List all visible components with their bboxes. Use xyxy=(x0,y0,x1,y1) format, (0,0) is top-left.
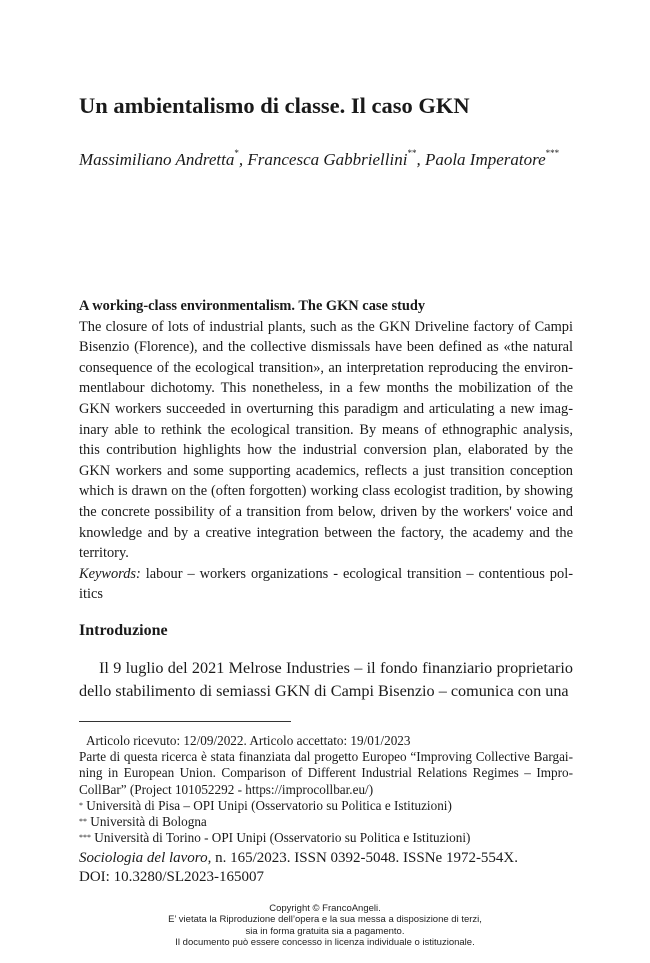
journal-doi: DOI: 10.3280/SL2023-165007 xyxy=(79,868,264,885)
footnote-affiliation xyxy=(79,830,573,846)
author-footnote-mark: ** xyxy=(407,148,417,158)
footnote-funding: Parte di questa ricerca è stata finanziata dal progetto Europeo “Improving Collective Bargaining in European Union. Comparison of Different Industrial Relations Regimes – ImproCollBar” (Project 101052292 - https://improcollbar.eu/) xyxy=(79,749,573,797)
footnote-received: Articolo ricevuto: 12/09/2022. Articolo accettato: 19/01/2023 xyxy=(86,733,411,748)
footnote-affiliation xyxy=(79,798,573,814)
affiliation-text: Università di Bologna xyxy=(87,814,207,830)
author-separator: , xyxy=(238,150,248,169)
copyright-line: Il documento può essere concesso in licenza individuale o istituzionale. xyxy=(175,936,475,948)
author-name: Francesca Gabbriellini xyxy=(247,150,408,169)
journal-name: Sociologia del lavoro xyxy=(79,850,208,866)
footnotes xyxy=(79,733,573,846)
copyright-line: Copyright © FrancoAngeli. xyxy=(269,903,381,914)
author-list xyxy=(79,150,559,170)
copyright-line: E’ vietata la Riproduzione dell’opera e la sua messa a disposizione di terzi, xyxy=(168,914,482,926)
copyright-line: sia in forma gratuita sia a pagamento. xyxy=(245,925,405,937)
footnote-divider xyxy=(79,721,291,722)
author-footnote-mark: *** xyxy=(545,148,560,158)
keywords-label: Keywords: xyxy=(79,565,141,582)
copyright-notice xyxy=(0,903,650,948)
abstract-text: The closure of lots of industrial plants, such as the GKN Driveline factory of Campi Bisenzio (Florence), and the collective dismissals have been defined as «the natural consequence of the ecological transition», an interpretation reproducing the environmentlabour dichotomy. This nonetheless, in a few months the mobilization of the GKN workers succeeded in overturning this paradigm and articulating a new imaginary able to rethink the ecological transition. By means of ethnographic analysis, this contribution highlights how the industrial conversion plan, elaborated by the GKN workers and some supporting academics, reflects a just transition conception which is drawn on the (often forgotten) working class ecologist tradition, by showing the concrete possibility of a transition from below, driven by the workers' voice and knowledge and by a creative integration between the factory, the academy and the territory. xyxy=(79,318,573,562)
journal-line xyxy=(79,849,573,868)
abstract-title: A working-class environmentalism. The GKN case study xyxy=(79,298,426,314)
footnote-affiliation xyxy=(79,814,573,830)
intro-paragraph: Il 9 luglio del 2021 Melrose Industries – il fondo finanziario proprietario dello stabilimento di semiassi GKN di Campi Bisenzio – comunica con una xyxy=(79,659,573,700)
author-name: Paola Imperatore xyxy=(424,150,546,169)
author-separator: , xyxy=(416,150,425,169)
footnote-mark: * xyxy=(79,800,83,810)
author-footnote-mark: * xyxy=(234,148,239,158)
abstract xyxy=(79,296,573,605)
keywords xyxy=(79,564,573,605)
article-title: Un ambientalismo di classe. Il caso GKN xyxy=(79,93,470,118)
journal-citation xyxy=(79,849,573,886)
footnote-mark: ** xyxy=(79,817,87,827)
footnote-mark: *** xyxy=(79,833,91,843)
affiliation-text: Università di Pisa – OPI Unipi (Osservatorio su Politica e Istituzioni) xyxy=(83,797,452,813)
journal-details: , n. 165/2023. ISSN 0392-5048. ISSNe 1972-554X. xyxy=(207,850,519,866)
section-heading: Introduzione xyxy=(79,622,168,639)
author-name: Massimiliano Andretta xyxy=(79,150,235,169)
keywords-text: labour – workers organizations - ecological transition – contentious politics xyxy=(79,565,573,603)
affiliation-text: Università di Torino - OPI Unipi (Osservatorio su Politica e Istituzioni) xyxy=(91,830,471,846)
